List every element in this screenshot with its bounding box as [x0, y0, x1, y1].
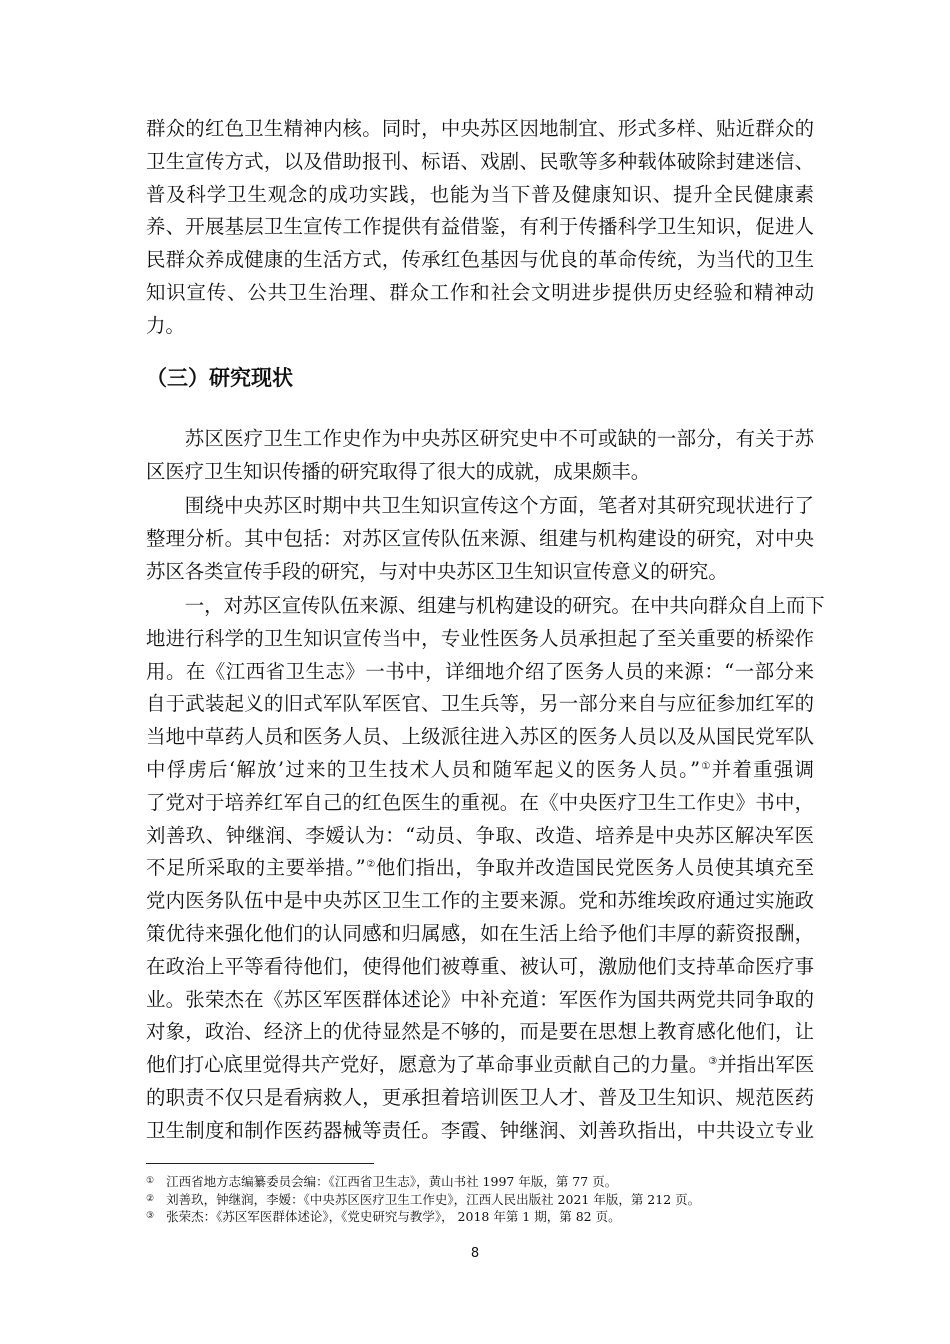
paragraph-research-scope — [146, 490, 814, 588]
text-segment: 他们打心底里觉得共产党好，愿意为了革命事业贡献自己的力量。 — [146, 1053, 709, 1077]
footnote-ref-1[interactable]: ① — [700, 760, 712, 772]
text-line: 自于武装起义的旧式军队军医官、卫生兵等，另一部分来自与应征参加红军的 — [146, 692, 814, 716]
text-line — [146, 852, 814, 885]
text-line: 整理分析。其中包括：对苏区宣传队伍来源、组建与机构建设的研究，对中央 — [146, 526, 814, 550]
paragraph-research-intro — [146, 423, 814, 489]
paragraph-team-origins — [146, 590, 825, 1148]
text-line: 刘善玖、钟继润、李嫒认为：“动员、争取、改造、培养是中央苏区解决军医 — [146, 823, 814, 847]
text-segment: 他们指出，争取并改造国民党医务人员使其填充至 — [375, 856, 814, 880]
text-line: 的职责不仅只是看病救人，更承担着培训医卫人才、普及卫生知识、规范医药 — [146, 1085, 814, 1109]
text-line: 党内医务队伍中是中央苏区卫生工作的主要来源。党和苏维埃政府通过实施政 — [146, 889, 814, 913]
text-line: 用。在《江西省卫生志》一书中，详细地介绍了医务人员的来源：“一部分来 — [146, 659, 814, 683]
text-line: 了党对于培养红军自己的红色医生的重视。在《中央医疗卫生工作史》书中， — [146, 790, 814, 814]
text-line: 群众的红色卫生精神内核。同时，中央苏区因地制宜、形式多样、贴近群众的 — [146, 117, 814, 140]
text-segment: 并指出军医 — [717, 1053, 815, 1077]
footnote-text: 江西省地方志编纂委员会编：《江西省卫生志》，黄山书社 1997 年版，第 77 页。 — [166, 1174, 618, 1189]
text-line: 知识宣传、公共卫生治理、群众工作和社会文明进步提供历史经验和精神动 — [146, 280, 814, 304]
text-line — [146, 754, 814, 787]
footnote-text: 刘善玖，钟继润，李嫒：《中央苏区医疗卫生工作史》，江西人民出版社 2021 年版，第 212 页。 — [166, 1191, 701, 1207]
text-line: 苏区医疗卫生工作史作为中央苏区研究史中不可或缺的一部分，有关于苏 — [184, 427, 814, 450]
text-line: 普及科学卫生观念的成功实践，也能为当下普及健康知识、提升全民健康素 — [146, 182, 814, 206]
footnote-ref-3[interactable]: ③ — [708, 1056, 718, 1068]
footnote-mark: ① — [146, 1176, 155, 1186]
text-line: 一，对苏区宣传队伍来源、组建与机构建设的研究。在中共向群众自上而下 — [184, 594, 825, 617]
text-line: 策优待来强化他们的认同感和归属感，如在生活上给予他们丰厚的薪资报酬， — [146, 921, 814, 945]
text-line: 围绕中央苏区时期中共卫生知识宣传这个方面，笔者对其研究现状进行了 — [184, 494, 814, 517]
text-line: 当地中草药人员和医务人员、上级派往进入苏区的医务人员以及从国民党军队 — [146, 725, 814, 749]
footnote-1 — [146, 1173, 826, 1191]
text-line: 对象，政治、经济上的优待显然是不够的，而是要在思想上教育感化他们，让 — [146, 1020, 814, 1044]
text-segment: 不足所采取的主要举措。” — [146, 856, 366, 880]
paragraph-continuation — [146, 113, 814, 343]
footnotes — [146, 1173, 826, 1226]
text-segment: 并着重强调 — [711, 757, 815, 781]
footnote-ref-2[interactable]: ② — [365, 859, 376, 871]
text-line: 民群众养成健康的生活方式，传承红色基因与优良的革命传统，为当代的卫生 — [146, 248, 814, 272]
footnote-2 — [146, 1191, 826, 1209]
footnote-mark: ③ — [146, 1211, 155, 1221]
footnote-3 — [146, 1208, 826, 1226]
text-line: 区医疗卫生知识传播的研究取得了很大的成就，成果颇丰。 — [146, 459, 651, 483]
text-line: 力。 — [146, 313, 185, 337]
text-line: 在政治上平等看待他们，使得他们被尊重、被认可，激励他们支持革命医疗事 — [146, 954, 814, 978]
footnote-mark: ② — [146, 1193, 155, 1204]
footnote-text: 张荣杰：《苏区军医群体述论》，《党史研究与教学》， 2018 年第 1 期，第 82 页。 — [166, 1209, 621, 1224]
section-heading: （三）研究现状 — [146, 366, 293, 390]
text-line: 业。张荣杰在《苏区军医群体述论》中补充道：军医作为国共两党共同争取的 — [146, 987, 814, 1011]
text-line: 地进行科学的卫生知识宣传当中，专业性医务人员承担起了至关重要的桥梁作 — [146, 626, 814, 650]
text-segment: 中俘虏后‘解放’过来的卫生技术人员和随军起义的医务人员。” — [146, 757, 701, 781]
text-line: 卫生宣传方式，以及借助报刊、标语、戏剧、民歌等多种载体破除封建迷信、 — [146, 149, 814, 173]
footnote-divider — [146, 1163, 374, 1164]
text-line — [146, 1049, 814, 1082]
page-number: 8 — [470, 1246, 480, 1261]
text-line: 养、开展基层卫生宣传工作提供有益借鉴，有利于传播科学卫生知识，促进人 — [146, 215, 814, 239]
text-line: 卫生制度和制作医药器械等责任。李霞、钟继润、刘善玖指出，中共设立专业 — [146, 1118, 814, 1142]
text-line: 苏区各类宣传手段的研究，与对中央苏区卫生知识宣传意义的研究。 — [146, 559, 728, 583]
